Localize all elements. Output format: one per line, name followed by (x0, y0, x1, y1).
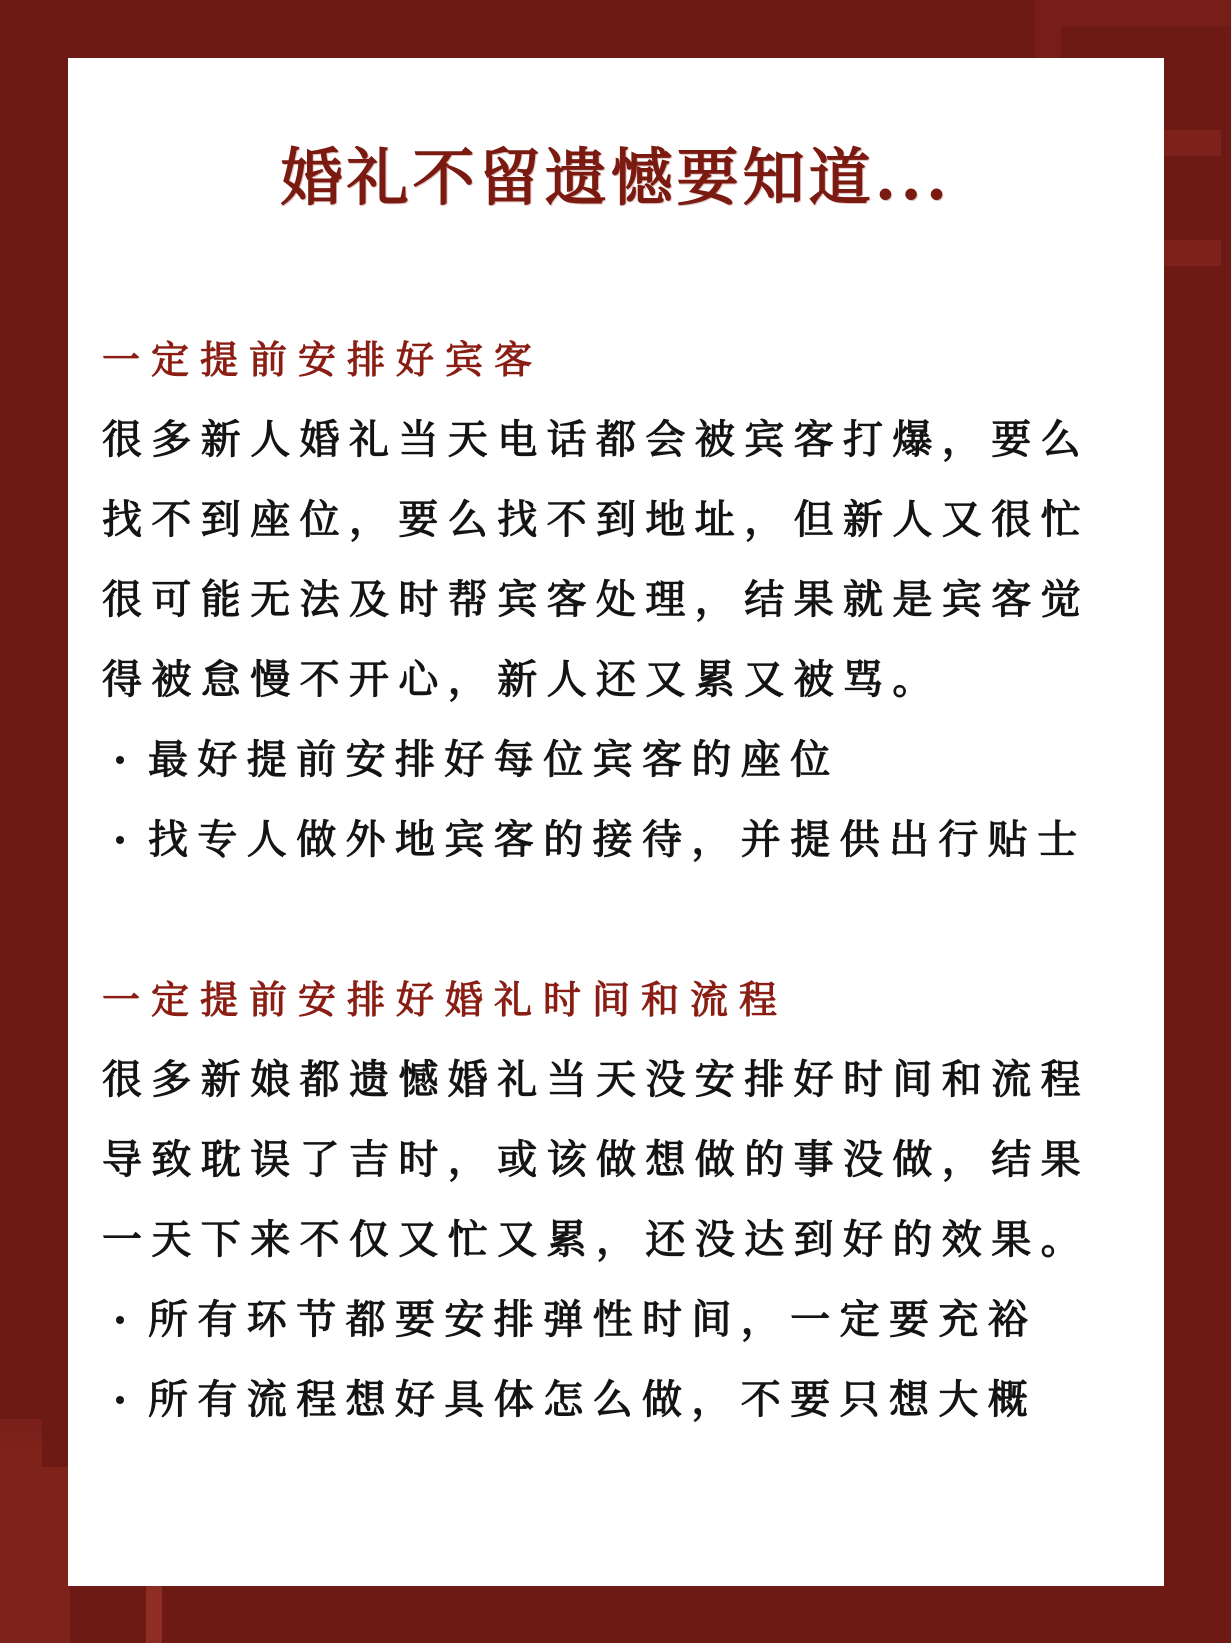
page-title: 婚礼不留遗憾要知道... (280, 141, 952, 214)
section-schedule (102, 970, 1130, 1440)
bullet-item (102, 720, 1130, 800)
bullet-text: 找专人做外地宾客的接待，并提供出行贴士 (148, 817, 1087, 863)
bullet-item (102, 800, 1130, 880)
section-paragraph: 很多新娘都遗憾婚礼当天没安排好时间和流程导致耽误了吉时，或该做想做的事没做，结果一天下来不仅又忙又累，还没达到好的效果。 (102, 1057, 1090, 1263)
content-card (68, 58, 1164, 1586)
bullet-item (102, 1360, 1130, 1440)
section-heading: 一定提前安排好宾客 (102, 338, 544, 382)
background-stair-shape (0, 1323, 70, 1643)
bullet-dot-icon (116, 836, 124, 844)
bullet-dot-icon (116, 1396, 124, 1404)
bullet-dot-icon (116, 756, 124, 764)
bullet-dot-icon (116, 1316, 124, 1324)
bullet-item (102, 1280, 1130, 1360)
section-paragraph: 很多新人婚礼当天电话都会被宾客打爆，要么找不到座位，要么找不到地址，但新人又很忙很可能无法及时帮宾客处理，结果就是宾客觉得被怠慢不开心，新人还又累又被骂。 (102, 417, 1090, 703)
bullet-text: 最好提前安排好每位宾客的座位 (148, 737, 840, 783)
section-heading: 一定提前安排好婚礼时间和流程 (102, 978, 789, 1022)
bullet-text: 所有流程想好具体怎么做，不要只想大概 (148, 1377, 1038, 1423)
bullet-text: 所有环节都要安排弹性时间，一定要充裕 (148, 1297, 1038, 1343)
section-guests (102, 330, 1130, 880)
